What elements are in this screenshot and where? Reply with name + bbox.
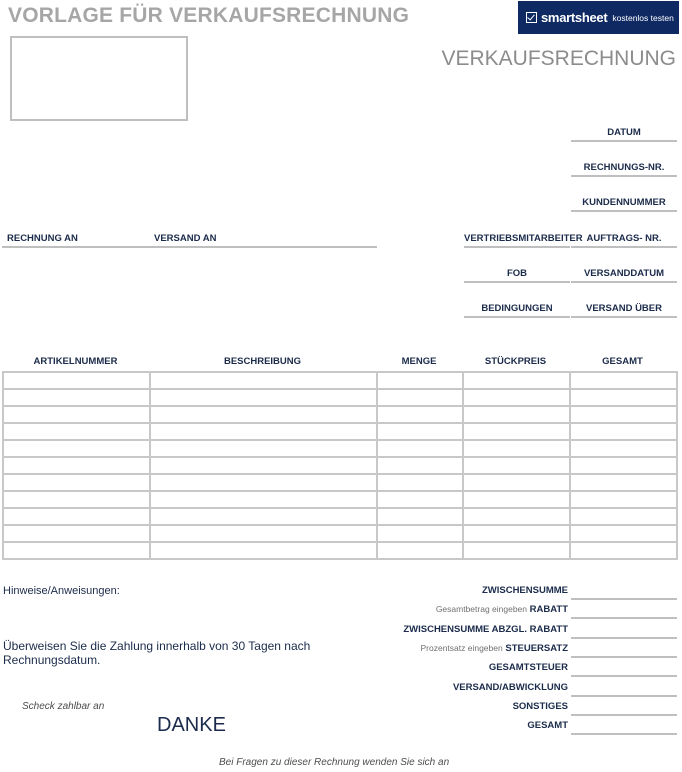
ship-label-1-1: VERSANDDATUM: [583, 268, 665, 279]
table-cell[interactable]: [3, 474, 150, 491]
totals-label-7: GESAMT: [527, 720, 568, 731]
table-cell[interactable]: [150, 542, 377, 559]
table-cell[interactable]: [463, 372, 570, 389]
brand-cta: kostenlos testen: [612, 12, 674, 23]
table-row: [3, 423, 677, 440]
meta-field-2[interactable]: [571, 210, 677, 212]
totals-label-0: ZWISCHENSUMME: [481, 585, 568, 596]
table-cell[interactable]: [3, 491, 150, 508]
column-header-1: BESCHREIBUNG: [223, 356, 302, 367]
table-cell[interactable]: [463, 389, 570, 406]
totals-label-1: RABATT: [529, 604, 568, 615]
table-cell[interactable]: [377, 372, 463, 389]
table-cell[interactable]: [377, 440, 463, 457]
document-title: VERKAUFSRECHNUNG: [441, 47, 676, 70]
table-cell[interactable]: [3, 372, 150, 389]
ship-field-1-1[interactable]: [571, 281, 677, 283]
table-row: [3, 406, 677, 423]
ship-to-label: VERSAND AN: [154, 233, 217, 244]
payment-terms-text: Überweisen Sie die Zahlung innerhalb von 30 Tagen nach Rechnungsdatum.: [3, 639, 311, 667]
table-cell[interactable]: [377, 406, 463, 423]
table-cell[interactable]: [463, 542, 570, 559]
table-row: [3, 457, 677, 474]
table-row: [3, 491, 677, 508]
company-logo-placeholder[interactable]: [10, 36, 188, 121]
table-row: [3, 474, 677, 491]
ship-label-2-0: BEDINGUNGEN: [481, 303, 553, 314]
ship-field-0-1[interactable]: [571, 246, 677, 248]
brand-name: smartsheet: [541, 10, 608, 25]
meta-label-2: KUNDENNUMMER: [582, 197, 666, 208]
totals-row-label-3: [360, 643, 568, 654]
table-row: [3, 542, 677, 559]
table-cell[interactable]: [570, 372, 677, 389]
totals-field-5[interactable]: [571, 695, 677, 697]
ship-field-2-0[interactable]: [464, 316, 570, 318]
totals-row-label-2: [360, 624, 568, 635]
table-cell[interactable]: [377, 457, 463, 474]
ship-label-0-1: AUFTRAGS- NR.: [586, 233, 662, 244]
table-cell[interactable]: [570, 508, 677, 525]
table-cell[interactable]: [150, 423, 377, 440]
table-cell[interactable]: [377, 423, 463, 440]
table-cell[interactable]: [150, 508, 377, 525]
table-cell[interactable]: [3, 457, 150, 474]
totals-field-7[interactable]: [571, 733, 677, 735]
ship-label-0-0: VERTRIEBSMITARBEITER: [464, 233, 583, 244]
table-cell[interactable]: [3, 406, 150, 423]
table-row: [3, 372, 677, 389]
column-header-4: GESAMT: [602, 356, 643, 367]
table-cell[interactable]: [570, 525, 677, 542]
table-cell[interactable]: [570, 406, 677, 423]
column-header-0: ARTIKELNUMMER: [33, 356, 118, 367]
bill-to-label: RECHNUNG AN: [7, 233, 78, 244]
table-cell[interactable]: [377, 508, 463, 525]
table-cell[interactable]: [570, 440, 677, 457]
template-title: VORLAGE FÜR VERKAUFSRECHNUNG: [8, 4, 410, 27]
table-cell[interactable]: [570, 474, 677, 491]
table-cell[interactable]: [377, 542, 463, 559]
meta-label-0: DATUM: [607, 127, 641, 138]
meta-label-1: RECHNUNGS-NR.: [583, 162, 665, 173]
table-cell[interactable]: [150, 389, 377, 406]
totals-label-6: SONSTIGES: [512, 701, 568, 712]
line-items-table: [2, 371, 678, 560]
thank-you-text: DANKE: [157, 714, 226, 736]
table-cell[interactable]: [3, 508, 150, 525]
table-cell[interactable]: [150, 457, 377, 474]
table-cell[interactable]: [570, 542, 677, 559]
table-cell[interactable]: [150, 440, 377, 457]
totals-row-label-7: [360, 720, 568, 731]
ship-label-1-0: FOB: [506, 268, 528, 279]
table-cell[interactable]: [570, 457, 677, 474]
table-cell[interactable]: [377, 525, 463, 542]
table-cell[interactable]: [570, 491, 677, 508]
table-cell[interactable]: [463, 474, 570, 491]
totals-row-label-4: [360, 662, 568, 673]
totals-field-4[interactable]: [571, 675, 677, 677]
table-cell[interactable]: [463, 508, 570, 525]
totals-field-1[interactable]: [571, 617, 677, 619]
totals-row-label-1: [360, 604, 568, 615]
totals-label-3: STEUERSATZ: [505, 643, 568, 654]
column-header-3: STÜCKPREIS: [484, 356, 547, 367]
totals-label-2: ZWISCHENSUMME ABZGL. RABATT: [403, 624, 568, 635]
totals-field-0[interactable]: [571, 598, 677, 600]
table-cell[interactable]: [377, 491, 463, 508]
totals-field-2[interactable]: [571, 637, 677, 639]
table-cell[interactable]: [570, 389, 677, 406]
table-cell[interactable]: [463, 406, 570, 423]
table-cell[interactable]: [463, 491, 570, 508]
smartsheet-trial-button[interactable]: [518, 1, 679, 34]
smartsheet-logo-icon: [526, 12, 537, 23]
table-cell[interactable]: [463, 457, 570, 474]
table-row: [3, 389, 677, 406]
table-cell[interactable]: [150, 525, 377, 542]
column-header-2: MENGE: [401, 356, 437, 367]
table-cell[interactable]: [377, 389, 463, 406]
ship-field-2-1[interactable]: [571, 316, 677, 318]
table-row: [3, 525, 677, 542]
table-row: [3, 508, 677, 525]
table-cell[interactable]: [463, 423, 570, 440]
table-cell[interactable]: [3, 423, 150, 440]
table-cell[interactable]: [3, 542, 150, 559]
table-cell[interactable]: [3, 440, 150, 457]
meta-field-1[interactable]: [571, 175, 677, 177]
meta-field-0[interactable]: [571, 140, 677, 142]
totals-label-4: GESAMTSTEUER: [488, 662, 568, 673]
totals-label-5: VERSAND/ABWICKLUNG: [452, 682, 568, 693]
address-divider: [2, 246, 377, 248]
table-cell[interactable]: [3, 389, 150, 406]
totals-hint-1: Gesamtbetrag eingeben: [435, 604, 528, 614]
totals-row-label-5: [360, 682, 568, 693]
ship-label-2-1: VERSAND ÜBER: [585, 303, 662, 314]
table-cell[interactable]: [150, 406, 377, 423]
table-cell[interactable]: [150, 372, 377, 389]
table-cell[interactable]: [3, 525, 150, 542]
totals-field-3[interactable]: [571, 656, 677, 658]
totals-row-label-0: [360, 585, 568, 596]
table-cell[interactable]: [377, 474, 463, 491]
table-cell[interactable]: [570, 423, 677, 440]
table-cell[interactable]: [150, 491, 377, 508]
table-row: [3, 440, 677, 457]
table-cell[interactable]: [463, 525, 570, 542]
table-cell[interactable]: [463, 440, 570, 457]
totals-field-6[interactable]: [571, 714, 677, 716]
totals-hint-3: Prozentsatz eingeben: [420, 643, 503, 653]
check-payable-label: Scheck zahlbar an: [22, 701, 105, 712]
ship-field-0-0[interactable]: [464, 246, 570, 248]
notes-label: Hinweise/Anweisungen:: [3, 585, 120, 597]
totals-row-label-6: [360, 701, 568, 712]
table-cell[interactable]: [150, 474, 377, 491]
ship-field-1-0[interactable]: [464, 281, 570, 283]
footer-contact-text: Bei Fragen zu dieser Rechnung wenden Sie sich an: [219, 757, 450, 768]
